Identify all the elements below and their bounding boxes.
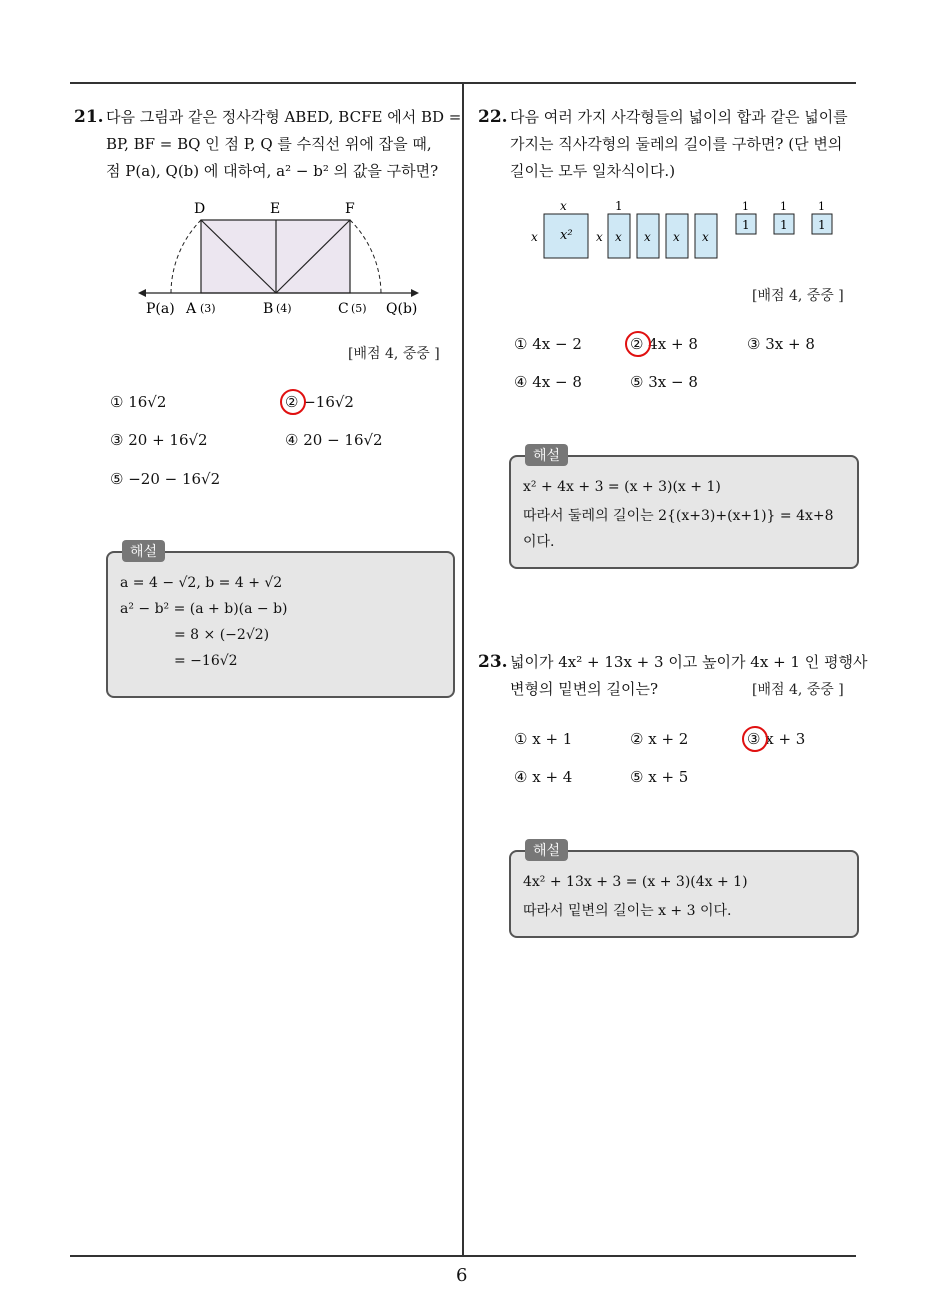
rect-label-3: x [673,230,680,244]
rect-label-1: x [615,230,622,244]
column-divider [462,82,464,1257]
q22-figure [528,198,848,266]
big-square-label: x² [560,228,573,243]
q22-choice-4[interactable]: ④ 4x − 8 [514,373,582,391]
rect-label-2: x [644,230,651,244]
rect-label-4: x [702,230,709,244]
label-a: A [186,301,197,317]
q21-figure [130,195,430,325]
rect-top-label: 1 [615,199,623,213]
q22-meta: [배점 4, 중중 ] [752,288,844,304]
q22-explanation-box [509,448,859,569]
q21-text-line2: BP, BF = BQ 인 점 P, Q 를 수직선 위에 잡을 때, [106,135,432,153]
label-c-val: (5) [351,302,367,315]
unit-label-1: 1 [742,218,750,232]
q21-number: 21. [74,107,104,127]
q22-text-line2: 가지는 직사각형의 둘레의 길이를 구하면? (단 변의 [510,135,843,153]
q21-choice-5[interactable]: ⑤ −20 − 16√2 [110,470,221,488]
q21-choice-4[interactable]: ④ 20 − 16√2 [285,431,383,449]
big-square-top: x [560,199,567,213]
q21-meta: [배점 4, 중중 ] [348,346,440,362]
q21-expl-line4: = −16√2 [174,653,238,669]
q22-choice-2[interactable]: ② 4x + 8 [630,335,698,353]
page-number: 6 [456,1265,468,1286]
label-q: Q(b) [386,301,418,317]
q23-choice-2[interactable]: ② x + 2 [630,730,689,748]
q21-expl-line3: = 8 × (−2√2) [174,627,270,643]
big-square-side: x [531,230,538,244]
q22-number: 22. [478,107,508,127]
label-b: B [263,301,274,317]
q21-choice-1[interactable]: ① 16√2 [110,393,167,411]
unit-top-2: 1 [780,200,787,213]
label-d: D [194,201,206,217]
q21-answer-mark [280,389,306,415]
q23-explanation-box [509,843,859,938]
unit-label-2: 1 [780,218,788,232]
q21-explanation-box [106,544,455,698]
rect-side-label: x [596,230,603,244]
q23-number: 23. [478,652,508,672]
q22-choice-1[interactable]: ① 4x − 2 [514,335,582,353]
q21-expl-line2: a² − b² = (a + b)(a − b) [120,601,288,617]
label-c: C [338,301,349,317]
q23-answer-mark [742,726,768,752]
q23-choice-1[interactable]: ① x + 1 [514,730,573,748]
q23-text-line1: 넓이가 4x² + 13x + 3 이고 높이가 4x + 1 인 평행사 [510,653,868,671]
q21-expl-line1: a = 4 − √2, b = 4 + √2 [120,575,283,591]
unit-top-3: 1 [818,200,825,213]
q21-text-line1: 다음 그림과 같은 정사각형 ABED, BCFE 에서 BD = [106,108,462,126]
q22-text-line3: 길이는 모두 일차식이다.) [510,162,676,180]
q22-explanation-tag: 해설 [525,444,568,466]
label-f: F [345,201,355,217]
unit-label-3: 1 [818,218,826,232]
q21-choice-2[interactable]: ② −16√2 [285,393,354,411]
q21-text-line3: 점 P(a), Q(b) 에 대하여, a² − b² 의 값을 구하면? [106,162,439,180]
q22-choice-3[interactable]: ③ 3x + 8 [747,335,815,353]
label-e: E [270,201,281,217]
q23-expl-line2: 따라서 밑변의 길이는 x + 3 이다. [523,903,732,919]
q23-explanation-tag: 해설 [525,839,568,861]
q23-choice-4[interactable]: ④ x + 4 [514,768,573,786]
label-b-val: (4) [276,302,292,315]
q23-meta: [배점 4, 중중 ] [752,682,844,698]
q23-choice-3[interactable]: ③ x + 3 [747,730,806,748]
q23-text-line2: 변형의 밑변의 길이는? [510,680,658,698]
q23-expl-line1: 4x² + 13x + 3 = (x + 3)(4x + 1) [523,874,748,890]
q22-choice-5[interactable]: ⑤ 3x − 8 [630,373,698,391]
q21-choice-3[interactable]: ③ 20 + 16√2 [110,431,208,449]
q22-expl-line2: 따라서 둘레의 길이는 2{(x+3)+(x+1)} = 4x+8 [523,508,834,524]
label-a-val: (3) [200,302,216,315]
unit-top-1: 1 [742,200,749,213]
q22-text-line1: 다음 여러 가지 사각형들의 넓이의 합과 같은 넓이를 [510,108,848,126]
bottom-rule [70,1255,856,1257]
q22-expl-line3: 이다. [523,534,555,550]
q22-answer-mark [625,331,651,357]
q22-expl-line1: x² + 4x + 3 = (x + 3)(x + 1) [523,479,721,495]
q21-explanation-tag: 해설 [122,540,165,562]
label-p: P(a) [146,301,175,317]
q23-choice-5[interactable]: ⑤ x + 5 [630,768,689,786]
